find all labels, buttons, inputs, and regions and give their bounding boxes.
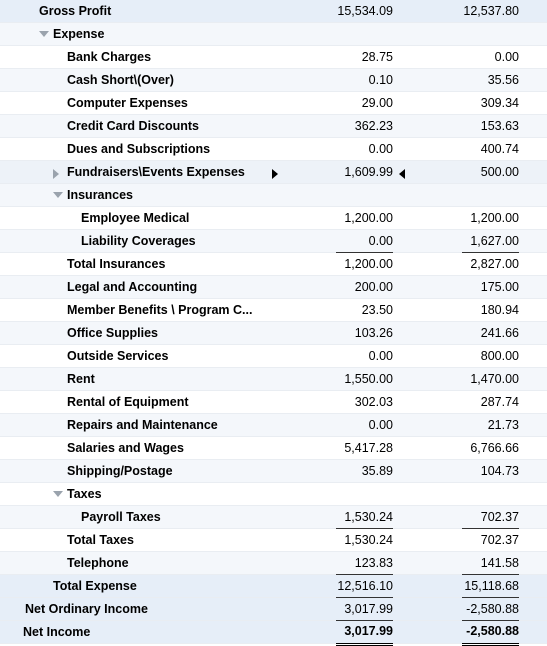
value-col-1: 0.00 — [368, 418, 393, 432]
row-label: Cash Short\(Over) — [67, 73, 174, 87]
value-col-1: 103.26 — [354, 326, 393, 340]
row-label: Salaries and Wages — [67, 441, 184, 455]
row-legal-accounting[interactable] — [0, 276, 547, 299]
value-col-2: 702.37 — [462, 506, 519, 529]
row-label: Employee Medical — [81, 211, 190, 225]
row-label: Credit Card Discounts — [67, 119, 199, 133]
value-col-1: 1,530.24 — [336, 506, 393, 529]
value-col-1: 3,017.99 — [336, 621, 393, 646]
row-repairs-maintenance[interactable] — [0, 414, 547, 437]
value-col-1: 362.23 — [354, 119, 393, 133]
value-col-2: 309.34 — [480, 96, 519, 110]
value-col-2: 153.63 — [480, 119, 519, 133]
row-label: Office Supplies — [67, 326, 158, 340]
value-col-1: 0.00 — [368, 142, 393, 156]
row-label: Payroll Taxes — [81, 510, 161, 524]
value-col-2: 1,627.00 — [462, 230, 519, 253]
value-col-2: 15,118.68 — [462, 575, 519, 598]
row-member-benefits[interactable] — [0, 299, 547, 322]
value-col-2: 702.37 — [480, 533, 519, 547]
value-col-2: 6,766.66 — [470, 441, 519, 455]
row-label: Bank Charges — [67, 50, 152, 64]
value-col-1: 0.10 — [368, 73, 393, 87]
value-col-2: 35.56 — [487, 73, 519, 87]
value-col-2: 21.73 — [487, 418, 519, 432]
value-col-1: 1,550.00 — [344, 372, 393, 386]
value-col-2: 500.00 — [480, 165, 519, 179]
row-salaries-wages[interactable] — [0, 437, 547, 460]
value-col-1: 5,417.28 — [344, 441, 393, 455]
value-col-2: 241.66 — [480, 326, 519, 340]
value-col-2: 180.94 — [480, 303, 519, 317]
row-label: Repairs and Maintenance — [67, 418, 218, 432]
row-total-expense[interactable] — [0, 575, 547, 598]
collapse-triangle-icon[interactable] — [53, 192, 63, 198]
row-label: Rent — [67, 372, 95, 386]
value-col-1: 3,017.99 — [336, 598, 393, 621]
row-label: Total Insurances — [67, 257, 166, 271]
value-col-2: -2,580.88 — [462, 598, 519, 621]
expand-triangle-icon[interactable] — [53, 169, 59, 179]
row-shipping-postage[interactable] — [0, 460, 547, 483]
value-col-2: 0.00 — [494, 50, 519, 64]
row-label: Dues and Subscriptions — [67, 142, 211, 156]
row-label: Rental of Equipment — [67, 395, 189, 409]
row-gross-profit[interactable] — [0, 0, 547, 23]
row-label: Computer Expenses — [67, 96, 188, 110]
value-col-1: 200.00 — [354, 280, 393, 294]
row-label: Legal and Accounting — [67, 280, 198, 294]
value-col-1: 1,609.99 — [344, 165, 393, 179]
row-taxes-header[interactable] — [0, 483, 547, 506]
row-label: Total Expense — [53, 579, 137, 593]
value-col-1: 28.75 — [361, 50, 393, 64]
row-net-ordinary-income[interactable] — [0, 598, 547, 621]
value-col-2: 287.74 — [480, 395, 519, 409]
row-label: Member Benefits \ Program C... — [67, 303, 253, 317]
row-bank-charges[interactable] — [0, 46, 547, 69]
row-label: Net Income — [23, 625, 91, 639]
row-office-supplies[interactable] — [0, 322, 547, 345]
value-col-1: 0.00 — [368, 349, 393, 363]
row-label: Gross Profit — [39, 4, 112, 18]
row-net-income[interactable] — [0, 621, 547, 644]
row-dues-subscriptions[interactable] — [0, 138, 547, 161]
value-col-1: 1,530.24 — [344, 533, 393, 547]
row-label: Taxes — [67, 487, 102, 501]
value-col-2: 1,470.00 — [470, 372, 519, 386]
value-col-1: 0.00 — [336, 230, 393, 253]
row-computer-expenses[interactable] — [0, 92, 547, 115]
value-col-1: 123.83 — [336, 552, 393, 575]
row-label: Outside Services — [67, 349, 169, 363]
row-total-insurances[interactable] — [0, 253, 547, 276]
row-cash-short-over[interactable] — [0, 69, 547, 92]
value-col-1: 1,200.00 — [344, 211, 393, 225]
value-col-1: 12,516.10 — [336, 575, 393, 598]
value-col-2: 12,537.80 — [463, 4, 519, 18]
column-resize-right-arrow-icon[interactable] — [272, 169, 278, 179]
value-col-2: 104.73 — [480, 464, 519, 478]
row-rent[interactable] — [0, 368, 547, 391]
collapse-triangle-icon[interactable] — [39, 31, 49, 37]
value-col-1: 29.00 — [361, 96, 393, 110]
row-telephone[interactable] — [0, 552, 547, 575]
value-col-1: 1,200.00 — [344, 257, 393, 271]
row-label: Expense — [53, 27, 105, 41]
row-label: Fundraisers\Events Expenses — [67, 165, 245, 179]
row-rental-equipment[interactable] — [0, 391, 547, 414]
value-col-2: 2,827.00 — [470, 257, 519, 271]
row-expense-header[interactable] — [0, 23, 547, 46]
row-liability-coverages[interactable] — [0, 230, 547, 253]
value-col-2: 141.58 — [462, 552, 519, 575]
row-label: Telephone — [67, 556, 129, 570]
row-label: Total Taxes — [67, 533, 134, 547]
value-col-2: -2,580.88 — [462, 621, 519, 646]
row-outside-services[interactable] — [0, 345, 547, 368]
value-col-2: 175.00 — [480, 280, 519, 294]
collapse-triangle-icon[interactable] — [53, 491, 63, 497]
value-col-1: 15,534.09 — [337, 4, 393, 18]
value-col-1: 302.03 — [354, 395, 393, 409]
value-col-1: 23.50 — [361, 303, 393, 317]
value-col-2: 800.00 — [480, 349, 519, 363]
row-payroll-taxes[interactable] — [0, 506, 547, 529]
column-resize-left-arrow-icon[interactable] — [399, 169, 405, 179]
value-col-2: 400.74 — [480, 142, 519, 156]
row-label: Insurances — [67, 188, 134, 202]
row-label: Shipping/Postage — [67, 464, 173, 478]
row-credit-card-discounts[interactable] — [0, 115, 547, 138]
row-total-taxes[interactable] — [0, 529, 547, 552]
row-insurances-header[interactable] — [0, 184, 547, 207]
row-label: Net Ordinary Income — [25, 602, 148, 616]
row-fundraisers-events[interactable] — [0, 161, 547, 184]
row-label: Liability Coverages — [81, 234, 196, 248]
value-col-1: 35.89 — [361, 464, 393, 478]
value-col-2: 1,200.00 — [470, 211, 519, 225]
row-employee-medical[interactable] — [0, 207, 547, 230]
